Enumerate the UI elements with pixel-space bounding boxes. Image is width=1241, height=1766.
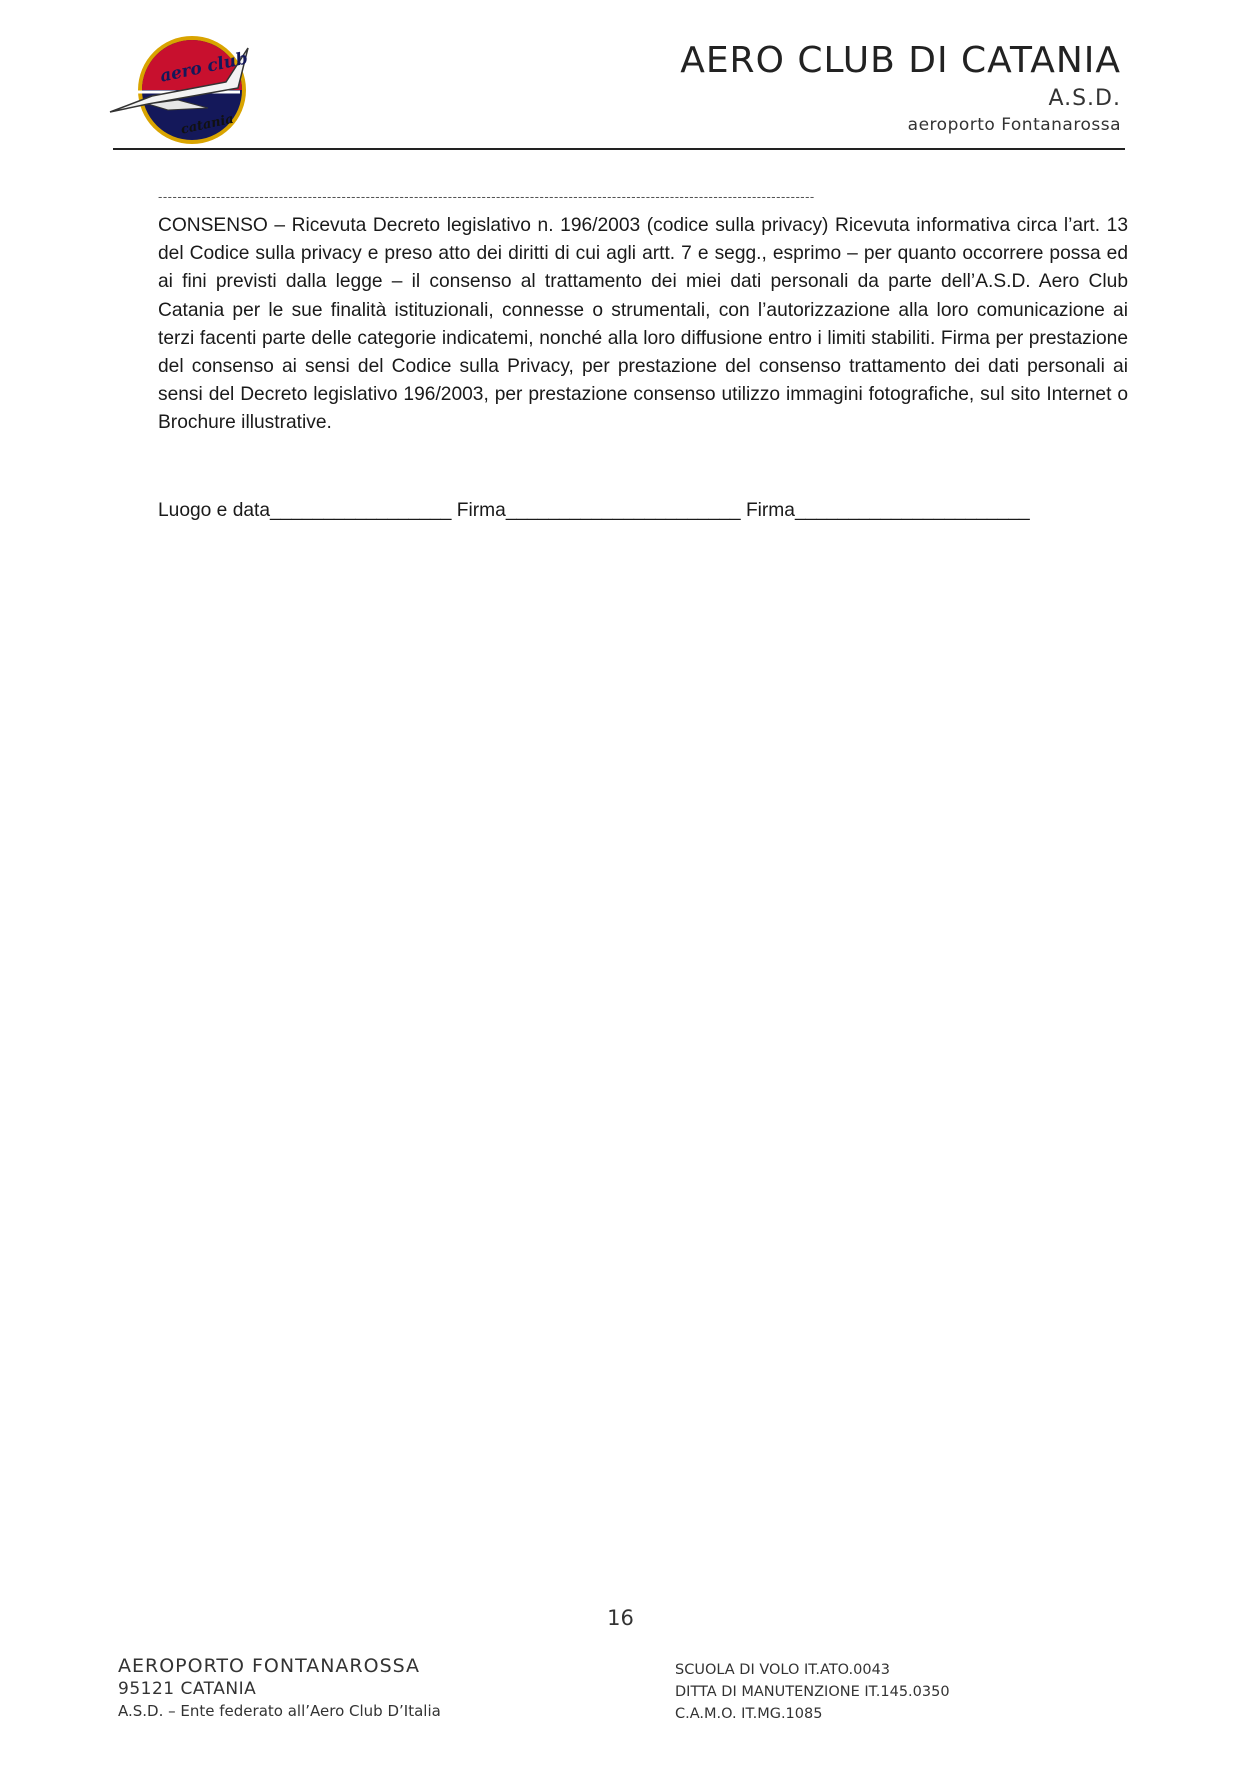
footer-certifications: [675, 1659, 1175, 1725]
club-title: AERO CLUB DI CATANIA: [680, 40, 1121, 81]
dashed-separator: ----------------------------------------------------------------------------------------------------------------------------------------: [158, 190, 815, 204]
club-subtitle: A.S.D.: [1048, 86, 1121, 111]
footer-flight-school: SCUOLA DI VOLO IT.ATO.0043: [675, 1662, 891, 1678]
club-location: aeroporto Fontanarossa: [907, 115, 1121, 135]
page-number: 16: [607, 1606, 634, 1630]
logo-text-aero-club: aero club: [158, 48, 250, 87]
footer-address: [118, 1655, 618, 1722]
footer-airport: AEROPORTO FONTANAROSSA: [118, 1655, 421, 1677]
signature-field-2: Firma______________________: [745, 500, 1030, 521]
logo-text-catania: catania: [179, 111, 236, 138]
footer-maintenance: DITTA DI MANUTENZIONE IT.145.0350: [675, 1684, 950, 1700]
footer-federation: A.S.D. – Ente federato all’Aero Club D’Italia: [118, 1702, 441, 1720]
footer-camo: C.A.M.O. IT.MG.1085: [675, 1706, 823, 1722]
footer-city: 95121 CATANIA: [118, 1679, 257, 1699]
aero-club-logo: [108, 30, 258, 152]
consent-paragraph: CONSENSO – Ricevuta Decreto legislativo n. 196/2003 (codice sulla privacy) Ricevuta informativa circa l’art. 13 del Codice sulla privacy e preso atto dei diritti di cui agli artt. 7 e segg., esprimo – per quanto occorrere possa ed ai fini previsti dalla legge – il consenso al trattamento dei miei dati personali da parte dell’A.S.D. Aero Club Catania per le sue finalità istituzionali, connesse o strumentali, con l’autorizzazione alla loro comunicazione ai terzi facenti parte delle categorie indicatemi, nonché alla loro diffusione entro i limiti stabiliti. Firma per prestazione del consenso ai sensi del Codice sulla Privacy, per prestazione del consenso trattamento dei dati personali ai sensi del Decreto legislativo 196/2003, per prestazione consenso utilizzo immagini fotografiche, sul sito Internet o Brochure illustrative.: [158, 215, 1128, 434]
signature-field-1: Firma______________________: [456, 500, 741, 521]
header-divider: [113, 148, 1125, 150]
place-date-field: Luogo e data_________________: [158, 500, 452, 521]
signature-line: [158, 497, 1128, 525]
